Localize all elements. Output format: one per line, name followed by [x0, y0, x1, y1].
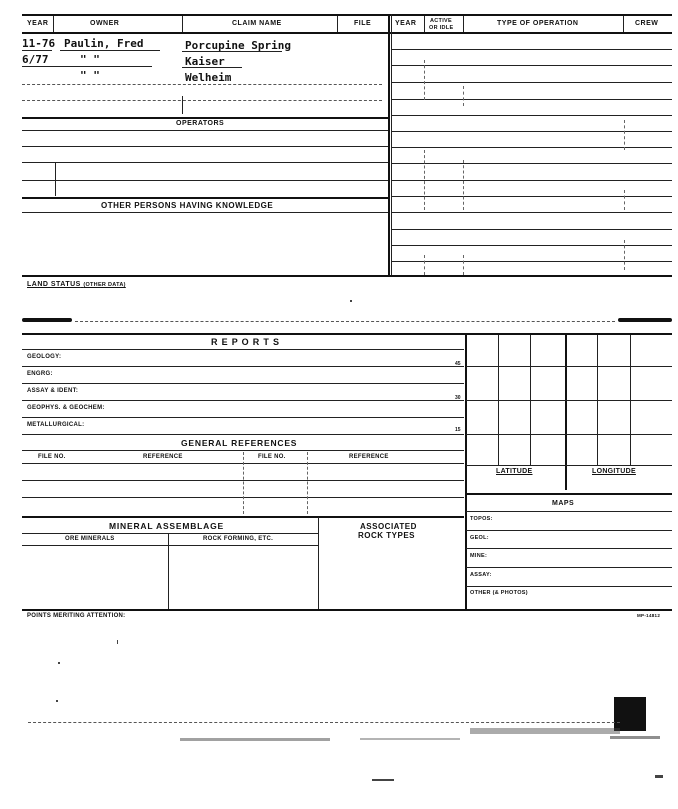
scan-smudge: [618, 318, 672, 322]
maps-title: MAPS: [552, 500, 575, 507]
mineral-col-ore: ORE MINERALS: [65, 536, 115, 542]
report-geology: GEOLOGY:: [27, 354, 62, 360]
entry-owner: Paulin, Fred: [64, 37, 144, 50]
maps-topos: TOPOS:: [470, 516, 493, 522]
maps-other-photos: OTHER (& PHOTOS): [470, 590, 528, 596]
ref-col-file-no-2: FILE NO.: [258, 454, 286, 460]
header-active: ACTIVE: [430, 18, 452, 24]
land-status-sub: (OTHER DATA): [83, 282, 126, 288]
mineral-assemblage-title: MINERAL ASSEMBLAGE: [109, 521, 224, 531]
grid-number-45: 45: [455, 361, 461, 367]
maps-geol: GEOL:: [470, 535, 489, 541]
latitude-label: LATITUDE: [496, 468, 533, 475]
grid-number-15: 15: [455, 427, 461, 433]
form-code: MP-14812: [637, 613, 661, 618]
header-type-of-operation: TYPE OF OPERATION: [497, 20, 579, 27]
report-geophys-geochem: GEOPHYS. & GEOCHEM:: [27, 405, 105, 411]
general-references-title: GENERAL REFERENCES: [181, 438, 298, 448]
maps-assay: ASSAY:: [470, 572, 492, 578]
entry-owner: " ": [80, 53, 100, 66]
land-status-label: LAND STATUS: [27, 281, 81, 288]
maps-mine: MINE:: [470, 553, 488, 559]
header-or-idle: OR IDLE: [429, 25, 454, 31]
entry-year: 6/77: [22, 53, 49, 66]
report-metallurgical: METALLURGICAL:: [27, 422, 85, 428]
other-persons-title: OTHER PERSONS HAVING KNOWLEDGE: [101, 201, 274, 210]
entry-claim: Kaiser: [185, 55, 225, 68]
ref-col-reference-2: REFERENCE: [349, 454, 389, 460]
header-year-2: YEAR: [395, 20, 417, 27]
points-meriting-attention: POINTS MERITING ATTENTION:: [27, 613, 126, 619]
reports-title: R E P O R T S: [211, 337, 280, 347]
header-crew: CREW: [635, 20, 659, 27]
entry-year: 11-76: [22, 37, 56, 50]
scan-smudge: [22, 318, 72, 322]
land-status-title: [27, 281, 126, 288]
entry-owner: " ": [80, 69, 100, 82]
header-year: YEAR: [27, 20, 49, 27]
header-owner: OWNER: [90, 20, 120, 27]
associated-rock-types-2: ROCK TYPES: [358, 531, 416, 540]
ref-col-reference: REFERENCE: [143, 454, 183, 460]
entry-claim: Welheim: [185, 71, 232, 84]
operators-title: OPERATORS: [176, 120, 225, 127]
grid-number-30: 30: [455, 395, 461, 401]
longitude-label: LONGITUDE: [592, 468, 636, 475]
mineral-col-rock-forming: ROCK FORMING, ETC.: [203, 536, 274, 542]
report-assay-ident: ASSAY & IDENT:: [27, 388, 79, 394]
report-engrg: ENGRG:: [27, 371, 53, 377]
entry-claim: Porcupine Spring: [185, 39, 291, 52]
header-claim-name: CLAIM NAME: [232, 20, 282, 27]
associated-rock-types-1: ASSOCIATED: [360, 522, 417, 531]
header-file: FILE: [354, 20, 372, 27]
ref-col-file-no: FILE NO.: [38, 454, 66, 460]
